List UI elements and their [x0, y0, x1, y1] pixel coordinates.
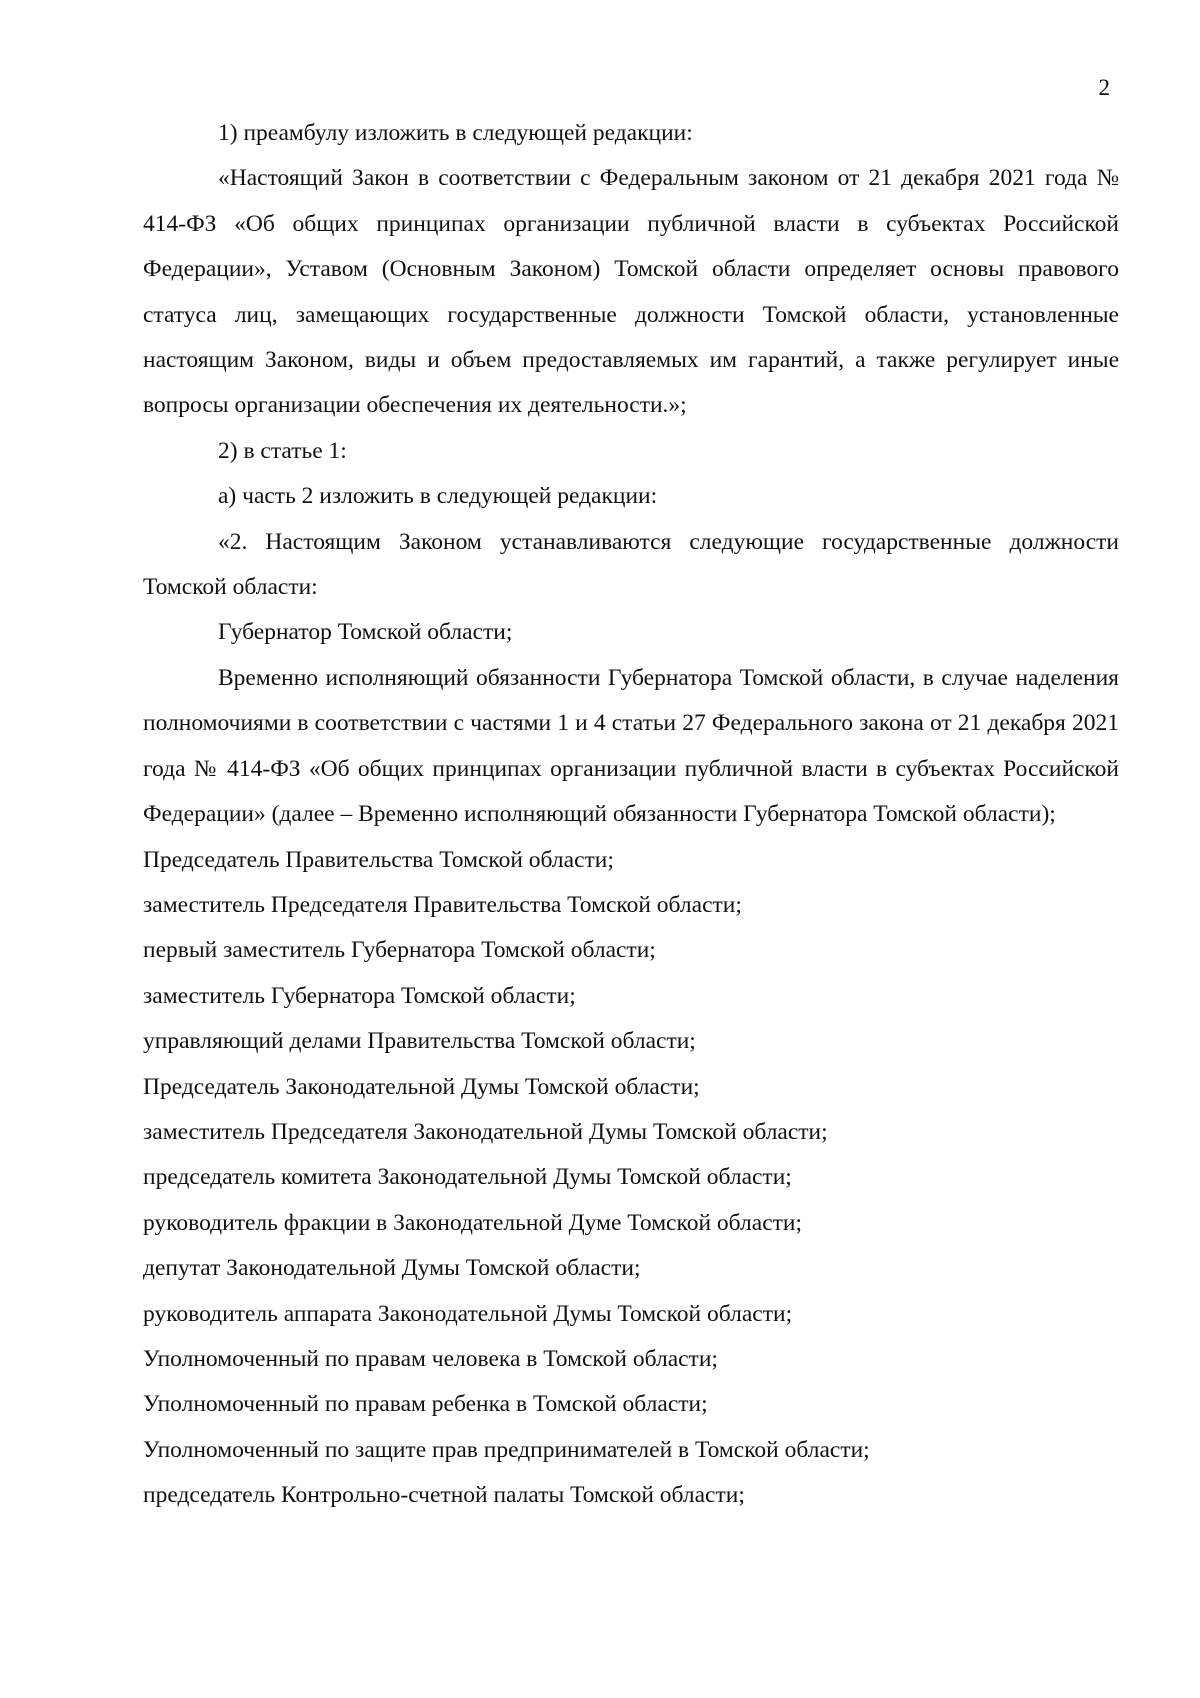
list-item-position: первый заместитель Губернатора Томской области; [143, 937, 656, 964]
list-item-position: руководитель аппарата Законодательной Думы Томской области; [143, 1300, 793, 1327]
list-item-position: руководитель фракции в Законодательной Думе Томской области; [143, 1209, 802, 1236]
list-item-position: заместитель Председателя Правительства Томской области; [143, 891, 742, 918]
document-body [143, 111, 1119, 1519]
list-item-position: заместитель Губернатора Томской области; [143, 982, 576, 1009]
paragraph-part-2-instruction: а) часть 2 изложить в следующей редакции: [218, 483, 658, 510]
list-item-position: председатель Контрольно-счетной палаты Томской области; [143, 1482, 745, 1509]
list-item-position: Председатель Законодательной Думы Томской области; [143, 1073, 700, 1100]
list-item-position: Уполномоченный по правам человека в Томской области; [143, 1345, 718, 1372]
list-item-position: заместитель Председателя Законодательной Думы Томской области; [143, 1118, 828, 1145]
paragraph-article-1: 2) в статье 1: [218, 437, 347, 464]
list-item-governor: Губернатор Томской области; [218, 619, 513, 646]
paragraph-preamble-text: «Настоящий Закон в соответствии с Федеральным законом от 21 декабря 2021 года № 414-ФЗ «Об общих принципах организации публичной власти в субъектах Российской Федерации», Уставом (Основным Законом) Томской области определяет основы правового статуса лиц, замещающих государственные должности Томской области, установленные настоящим Законом, виды и объем предоставляемых им гарантий, а также регулирует иные вопросы организации обеспечения их деятельности.»; [143, 165, 1119, 419]
list-item-position: председатель комитета Законодательной Думы Томской области; [143, 1164, 792, 1191]
page-number: 2 [1098, 75, 1110, 100]
list-item-position: управляющий делами Правительства Томской области; [143, 1028, 696, 1055]
list-item-position: Уполномоченный по правам ребенка в Томской области; [143, 1391, 708, 1418]
list-item-acting-governor: Временно исполняющий обязанности Губернатора Томской области, в случае наделения полномочиями в соответствии с частями 1 и 4 статьи 27 Федерального закона от 21 декабря 2021 года № 414-ФЗ «Об общих принципах организации публичной власти в субъектах Российской Федерации» (далее – Временно исполняющий обязанности Губернатора Томской области); [143, 664, 1119, 828]
list-item-position: депутат Законодательной Думы Томской области; [143, 1255, 641, 1282]
list-item-position: Уполномоченный по защите прав предпринимателей в Томской области; [143, 1436, 870, 1463]
paragraph-preamble-instruction: 1) преамбулу изложить в следующей редакции: [218, 120, 693, 146]
list-item-position: Председатель Правительства Томской области; [143, 846, 614, 873]
paragraph-part-2-text: «2. Настоящим Законом устанавливаются следующие государственные должности Томской области: [143, 528, 1119, 601]
